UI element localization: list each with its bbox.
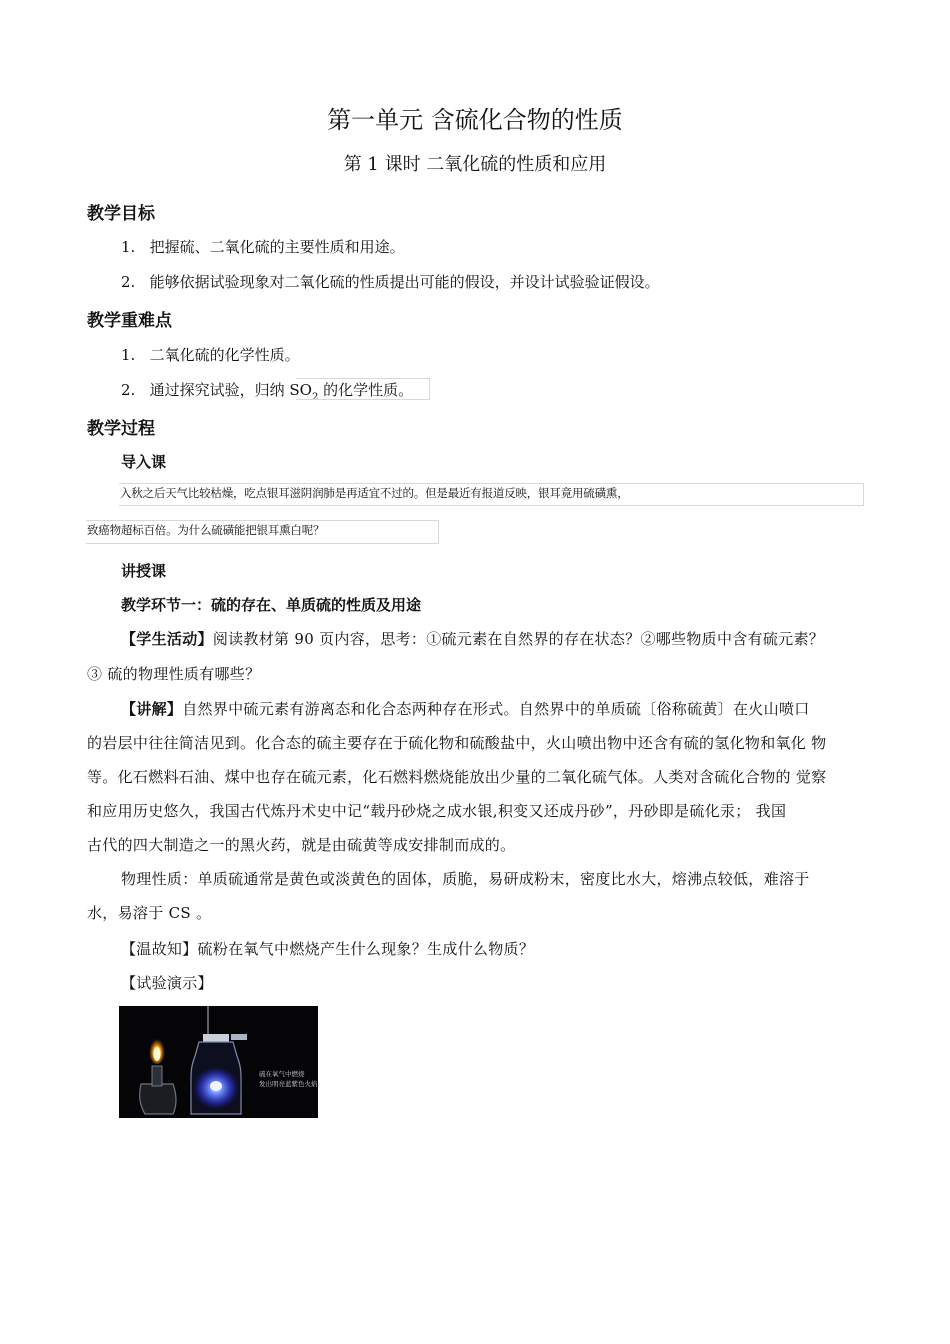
explain-line-2: 的岩层中往往简洁见到。化合态的硫主要存在于硫化物和硫酸盐中，火山喷出物中还含有硫的氢化物和氧化 物 <box>87 734 827 752</box>
section1-heading: 教学环节一：硫的存在、单质硫的性质及用途 <box>121 596 422 614</box>
review-text: 硫粉在氧气中燃烧产生什么现象？生成什么物质？ <box>197 940 535 958</box>
activity-label: 【学生活动】 <box>121 630 213 648</box>
photo-caption-2: 发出明亮蓝紫色火焰 <box>259 1080 318 1088</box>
objective-item-1 <box>121 236 405 257</box>
lecture-heading: 讲授课 <box>121 562 167 580</box>
intro-line-1: 入秋之后天气比较枯燥，吃点银耳滋阴润肺是再适宜不过的。但是最近有报道反映，银耳竟用硫磺熏， <box>120 486 629 500</box>
explain-label: 【讲解】 <box>121 700 183 718</box>
process-heading: 教学过程 <box>87 419 155 439</box>
review-line <box>121 938 534 959</box>
physical-line-2: 水，易溶于 CS 。 <box>87 904 212 922</box>
list-text-pre: 通过探究试验，归纳 <box>149 381 290 399</box>
intro-heading: 导入课 <box>121 453 167 471</box>
experiment-photo-illustration <box>119 1006 318 1118</box>
list-number: 1. <box>121 346 136 364</box>
experiment-photo <box>119 1006 318 1118</box>
page-title: 第一单元 含硫化合物的性质 <box>327 106 623 134</box>
list-text: 把握硫、二氧化硫的主要性质和用途。 <box>149 238 405 256</box>
list-text: 二氧化硫的化学性质。 <box>149 346 300 364</box>
explain-line-5: 古代的四大制造之一的黑火药，就是由硫黄等成安排制而成的。 <box>87 836 516 854</box>
list-number: 2. <box>121 273 136 291</box>
photo-caption-1: 硫在氧气中燃烧 <box>259 1070 305 1078</box>
explain-line-1 <box>121 698 810 719</box>
activity-line-2: ③ 硫的物理性质有哪些？ <box>87 665 261 683</box>
demo-label: 【试验演示】 <box>121 974 213 992</box>
intro-line-2: 致癌物超标百倍。为什么硫磺能把银耳熏白呢？ <box>87 523 325 537</box>
activity-line-1 <box>121 628 824 649</box>
key-points-heading: 教学重难点 <box>87 311 172 331</box>
explain-line-3: 等。化石燃料石油、煤中也存在硫元素，化石燃料燃烧能放出少量的二氧化硫气体。人类对含硫化合物的 觉察 <box>87 768 827 786</box>
physical-line-1: 物理性质：单质硫通常是黄色或淡黄色的固体，质脆，易研成粉末，密度比水大，熔沸点较低，难溶于 <box>121 870 810 888</box>
review-label: 【温故知】 <box>121 940 198 958</box>
list-text-post: 的化学性质。 <box>318 381 414 399</box>
list-number: 1. <box>121 238 136 256</box>
key-point-item-1 <box>121 344 300 365</box>
list-text: 能够依据试验现象对二氧化硫的性质提出可能的假设，并设计试验验证假设。 <box>149 273 660 291</box>
formula-so: SO <box>289 381 312 399</box>
objectives-heading: 教学目标 <box>87 204 155 224</box>
text-box-frame <box>296 378 430 400</box>
formula-subscript: 2 <box>311 392 319 403</box>
activity-text: 阅读教材第 90 页内容，思考：①硫元素在自然界的存在状态？②哪些物质中含有硫元素？ <box>212 630 825 648</box>
objective-item-2 <box>121 271 660 292</box>
page-subtitle: 第 1 课时 二氧化硫的性质和应用 <box>343 154 607 175</box>
list-number: 2. <box>121 381 136 399</box>
explain-text: 自然界中硫元素有游离态和化合态两种存在形式。自然界中的单质硫〔俗称硫黄〕在火山喷口 <box>182 700 810 718</box>
explain-line-4: 和应用历史悠久，我国古代炼丹术史中记“载丹砂烧之成水银,积变又还成丹砂”，丹砂即是硫化汞； 我国 <box>87 802 787 820</box>
